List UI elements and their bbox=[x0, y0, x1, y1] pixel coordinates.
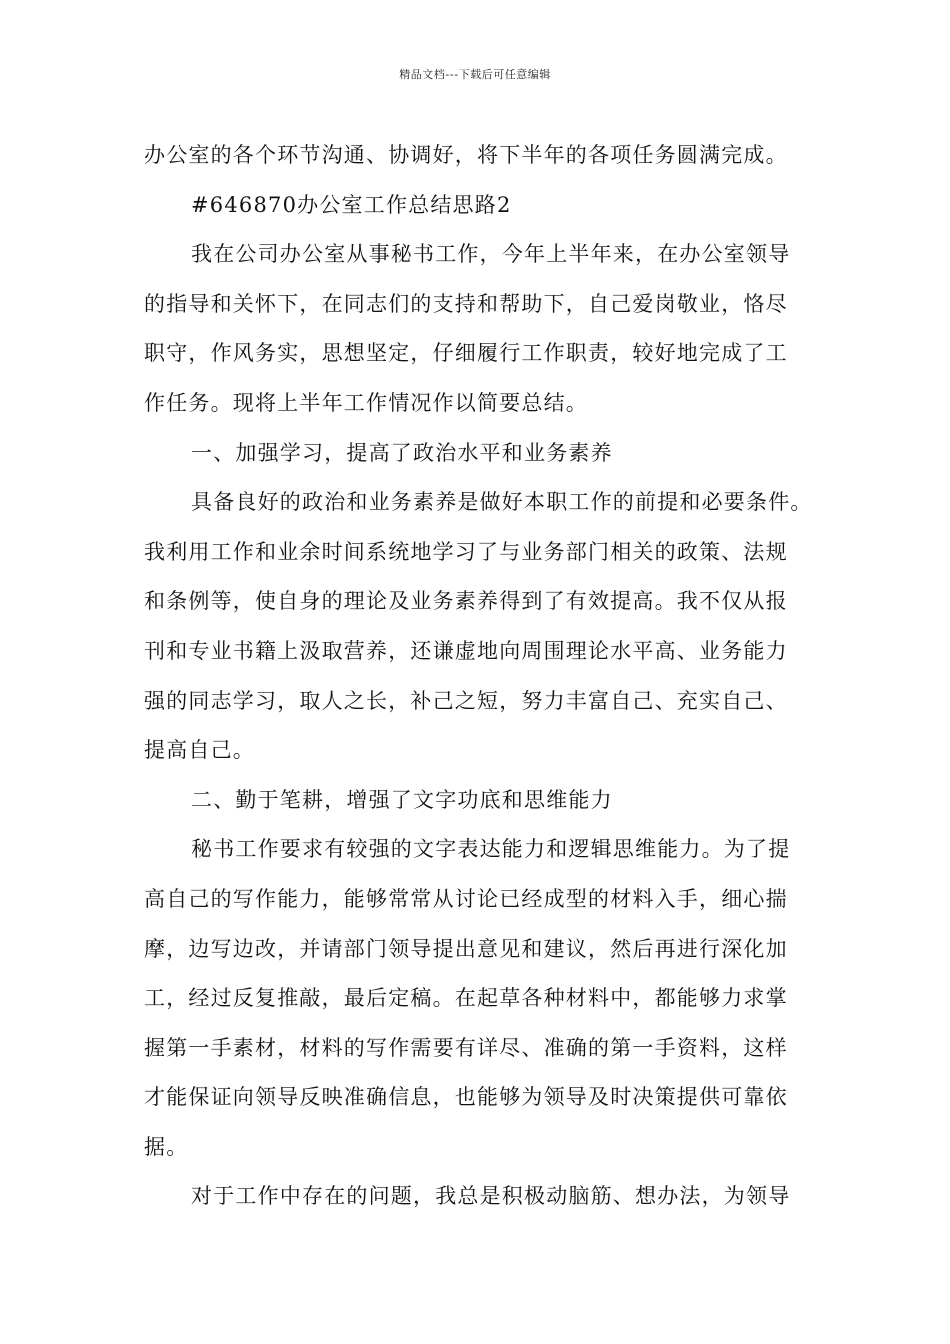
text-line: 强的同志学习，取人之长，补己之短，努力丰富自己、充实自己、 bbox=[144, 688, 788, 713]
text-line: 据。 bbox=[144, 1134, 189, 1159]
text-line: 提高自己。 bbox=[144, 738, 255, 763]
section-title: #646870办公室工作总结思路2 bbox=[191, 192, 512, 217]
text-line: 对于工作中存在的问题，我总是积极动脑筋、想办法，为领导 bbox=[191, 1184, 791, 1209]
text-line: 的指导和关怀下，在同志们的支持和帮助下，自己爱岗敬业，恪尽 bbox=[144, 291, 788, 316]
document-body bbox=[144, 131, 816, 1222]
text-line: 才能保证向领导反映准确信息，也能够为领导及时决策提供可靠依 bbox=[144, 1085, 788, 1110]
section-heading: 二、勤于笔耕，增强了文字功底和思维能力 bbox=[191, 787, 613, 812]
text-line: 具备良好的政治和业务素养是做好本职工作的前提和必要条件。 bbox=[191, 490, 813, 515]
text-line: 摩，边写边改，并请部门领导提出意见和建议，然后再进行深化加 bbox=[144, 936, 788, 961]
text-line: 高自己的写作能力，能够常常从讨论已经成型的材料入手，细心揣 bbox=[144, 886, 788, 911]
text-line: 秘书工作要求有较强的文字表达能力和逻辑思维能力。为了提 bbox=[191, 837, 791, 862]
text-line: 办公室的各个环节沟通、协调好，将下半年的各项任务圆满完成。 bbox=[144, 143, 788, 167]
section-heading: 一、加强学习，提高了政治水平和业务素养 bbox=[191, 440, 613, 465]
text-line: 刊和专业书籍上汲取营养，还谦虚地向周围理论水平高、业务能力 bbox=[144, 638, 788, 663]
text-line: 作任务。现将上半年工作情况作以简要总结。 bbox=[144, 390, 588, 415]
text-line: 握第一手素材，材料的写作需要有详尽、准确的第一手资料，这样 bbox=[144, 1035, 788, 1060]
text-line: 工，经过反复推敲，最后定稿。在起草各种材料中，都能够力求掌 bbox=[144, 986, 788, 1011]
text-line: 我在公司办公室从事秘书工作，今年上半年来，在办公室领导 bbox=[191, 242, 791, 267]
text-line: 我利用工作和业余时间系统地学习了与业务部门相关的政策、法规 bbox=[144, 539, 788, 564]
text-line: 职守，作风务实，思想坚定，仔细履行工作职责，较好地完成了工 bbox=[144, 341, 788, 366]
text-line: 和条例等，使自身的理论及业务素养得到了有效提高。我不仅从报 bbox=[144, 589, 788, 614]
page-header-watermark: 精品文档---下载后可任意编辑 bbox=[399, 68, 551, 81]
